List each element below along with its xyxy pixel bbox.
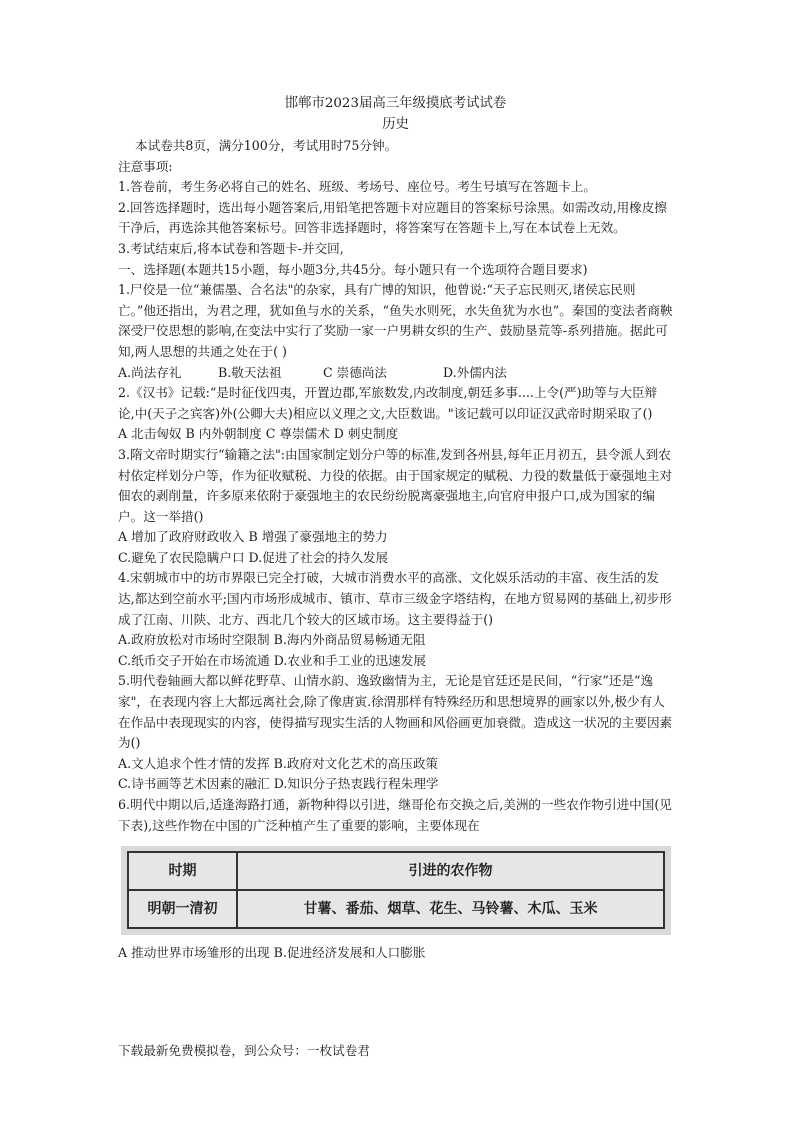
table-header-cell: 引进的农作物 xyxy=(237,852,664,890)
table-cell: 甘薯、番茄、烟草、花生、马铃薯、木瓜、玉米 xyxy=(237,890,664,928)
option-line: A.政府放松对市场时空限制 B.海内外商品贸易畅通无阻 xyxy=(118,632,426,648)
option-line: C.诗书画等艺术因素的融汇 D.知识分子热衷践行程朱理学 xyxy=(118,776,439,792)
question-stem: 1.尸佼是一位“兼儒墨、合名法"的杂家，具有广博的知识，他曾说:“天子忘民则灭,诸侯忘民则亡。”他还指出，为君之理，犹如鱼与水的关系，“鱼失水则死，水失鱼犹为水也”。秦国的变法者商鞅深受尸佼思想的影响,在变法中实行了奖励一家一户男耕女织的生产、鼓励垦荒等-系列措施。据此可知,两人思想的共通之处在于( ) xyxy=(118,282,673,359)
option: A.尚法存礼 xyxy=(118,364,182,380)
question-stem: 4.宋朝城市中的坊市界限已完全打破，大城市消费水平的高涨、文化娱乐活动的丰富、夜生活的发达,都达到空前水平;国内市场形成城市、镇市、草市三级金字塔结构，在地方贸易网的基础上,初步形成了江南、川陕、北方、西北几个较大的区域市场。这主要得益于() xyxy=(118,570,672,627)
notice-heading: 注意事项: xyxy=(118,158,173,174)
table-header-row xyxy=(128,852,664,890)
table-row xyxy=(128,890,664,928)
question-stem: 6.明代中期以后,适逢海路打通，新物种得以引进，继哥伦布交换之后,美洲的一些农作物引进中国(见下表),这些作物在中国的广泛种植产生了重要的影响，主要体现在 xyxy=(118,797,672,833)
table-header-cell: 时期 xyxy=(128,852,237,890)
question-stem: 3.隋文帝时期实行“输籍之法":由国家制定划分户等的标准,发到各州县,每年正月初五，县令派人到农村依定样划分户等，作为征收赋税、力役的依据。由于国家规定的赋税、力役的数量低于豪强地主对佃农的剥削量，许多原来依附于豪强地主的农民纷纷脱离豪强地主,向官府申报户口,成为国家的编户。这一举措() xyxy=(118,446,673,524)
notice-item: 1.答卷前，考生务必将自己的姓名、班级、考场号、座位号。考生号填写在答题卡上。 xyxy=(118,179,596,195)
option: D.外儒内法 xyxy=(443,364,508,380)
question-stem: 5.明代卷轴画大都以鲜花野草、山情水韵、逸致幽情为主，无论是官廷还是民间，“行家”还是“逸家"，在表现内容上大都远离社会,除了像唐寅.徐渭那样有特殊经历和思想境界的画家以外,极少有人在作品中表现现实的内容，使得描写现实生活的人物画和风俗画更加衰微。造成这一状况的主要因素为() xyxy=(118,673,673,751)
section-heading: 一、选择题(本题共15小题，每小题3分,共45分。每小题只有一个选项符合题目要求) xyxy=(118,261,588,277)
question-options: A 北击匈奴 B 内外朝制度 C 尊崇儒术 D 刺史制度 xyxy=(118,426,399,442)
notice-item: 2.回答选择题时，选出每小题答案后,用铅笔把答题卡对应题目的答案标号涂黑。如需改动,用橡皮擦干净后，再选涂其他答案标号。回答非选择题时，将答案写在答题卡上,写在本试卷上无效。 xyxy=(118,199,667,236)
option-line: C.纸币交子开始在市场流通 D.农业和手工业的迅速发展 xyxy=(118,652,426,668)
exam-subject: 历史 xyxy=(382,117,409,132)
notice-item: 3.考试结束后,将本试卷和答题卡-并交回, xyxy=(118,240,344,256)
exam-title: 邯郸市2023届高三年级摸底考试试卷 xyxy=(284,96,507,111)
footer-note: 下载最新免费模拟卷，到公众号：一枚试卷君 xyxy=(118,1043,370,1058)
question-stem: 2.《汉书》记载:“是时征伐四夷，开置边郡,军旅数发,内改制度,朝廷多事....上令(严)助等与大臣辩论,中(天子之宾客)外(公卿大夫)相应以义理之文,大臣数诎。"该记载可以印证汉武帝时期采取了() xyxy=(118,385,658,421)
question-options xyxy=(118,363,673,384)
table-cell: 明朝一清初 xyxy=(128,890,237,928)
exam-intro: 本试卷共8页，满分100分，考试用时75分钟。 xyxy=(135,138,398,153)
option-line: A 推动世界市场雏形的出现 B.促进经济发展和人口膨胀 xyxy=(118,945,426,961)
option: B.敬天法祖 xyxy=(218,364,282,380)
option-line: C.避免了农民隐瞒户口 D.促进了社会的持久发展 xyxy=(118,549,389,565)
crops-table xyxy=(127,851,665,929)
exam-page xyxy=(118,93,673,964)
crops-table-frame xyxy=(121,846,671,935)
option: C 崇德尚法 xyxy=(323,364,388,380)
option-line: A.文人追求个性才情的发挥 B.政府对文化艺术的高压政策 xyxy=(118,755,439,771)
option-line: A 增加了政府财政收入 B 增强了豪强地主的势力 xyxy=(118,529,388,545)
